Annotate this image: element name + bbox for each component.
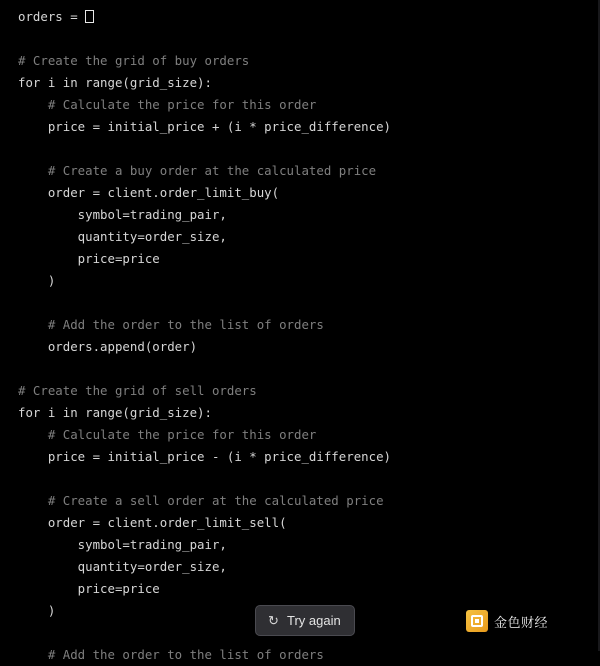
refresh-icon: ↻ [268, 613, 279, 628]
code-line: symbol=trading_pair, [18, 207, 227, 222]
code-line [0, 468, 600, 490]
code-line: # Add the order to the list of orders [18, 317, 324, 332]
watermark-label: 金色财经 [494, 614, 549, 630]
code-line: quantity=order_size, [18, 229, 227, 244]
code-line: ) [18, 603, 56, 618]
code-line: # Add the order to the list of orders [18, 647, 324, 662]
code-line: # Create a buy order at the calculated price [18, 163, 377, 178]
try-again-button[interactable] [255, 605, 355, 636]
code-line [0, 28, 600, 50]
text-cursor [85, 10, 94, 23]
code-line: orders = [0, 6, 600, 28]
code-line: # Calculate the price for this order [18, 427, 317, 442]
code-line: order = client.order_limit_buy( [18, 185, 280, 200]
code-line: symbol=trading_pair, [18, 537, 227, 552]
code-line: price = initial_price + (i * price_difference) [18, 119, 391, 134]
code-line: # Create a sell order at the calculated price [18, 493, 384, 508]
code-line [0, 292, 600, 314]
watermark [466, 610, 548, 632]
code-line [0, 358, 600, 380]
code-line: # Calculate the price for this order [18, 97, 317, 112]
code-line: # Create the grid of sell orders [18, 383, 257, 398]
code-line: for i in range(grid_size): [18, 75, 212, 90]
code-line [0, 138, 600, 160]
code-line: orders.append(order) [18, 339, 198, 354]
try-again-label: Try again [287, 613, 341, 628]
code-line: price=price [18, 581, 160, 596]
code-line: ) [18, 273, 56, 288]
code-line: quantity=order_size, [18, 559, 227, 574]
code-line: price=price [18, 251, 160, 266]
jinse-finance-logo-icon [466, 610, 488, 632]
code-line: for i in range(grid_size): [18, 405, 212, 420]
code-line: # Create the grid of buy orders [18, 53, 250, 68]
code-line: order = client.order_limit_sell( [18, 515, 287, 530]
code-line: price = initial_price - (i * price_difference) [18, 449, 391, 464]
